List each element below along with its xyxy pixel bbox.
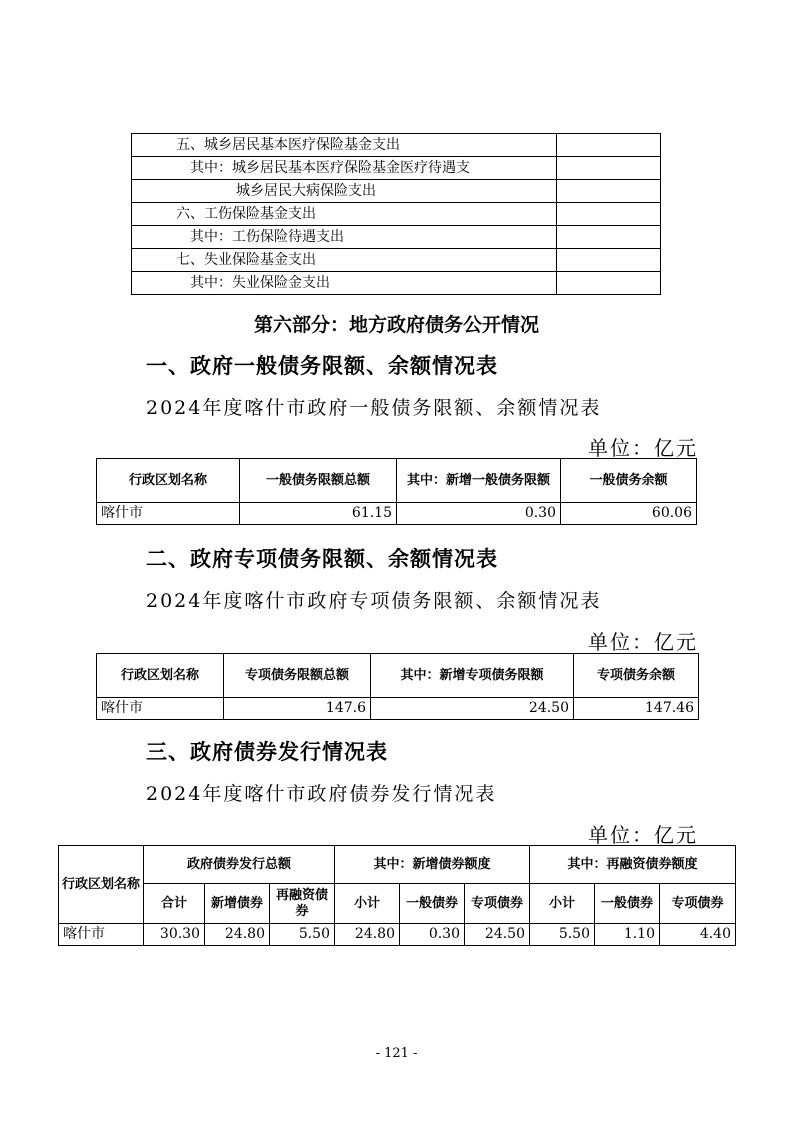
cell-value: 24.50 xyxy=(371,698,574,720)
row-label: 其中：工伤保险待遇支出 xyxy=(132,226,557,249)
section1-heading: 一、政府一般债务限额、余额情况表 xyxy=(146,354,498,378)
cell-value: 61.15 xyxy=(240,503,397,525)
header-cell: 其中：新增一般债务限额 xyxy=(397,459,561,503)
cell-value: 1.10 xyxy=(595,924,660,946)
table-row xyxy=(132,226,661,249)
cell-value: 0.30 xyxy=(400,924,465,946)
table-row xyxy=(97,698,699,720)
section1-subtitle: 2024年度喀什市政府一般债务限额、余额情况表 xyxy=(146,397,602,419)
cell-value: 24.80 xyxy=(335,924,400,946)
table-header-row xyxy=(97,459,697,503)
header-cell: 行政区划名称 xyxy=(59,846,144,924)
row-value xyxy=(557,134,661,157)
table-row xyxy=(132,157,661,180)
section1-unit: 单位：亿元 xyxy=(588,436,698,460)
row-label: 其中：失业保险金支出 xyxy=(132,272,557,295)
header-cell: 一般债务余额 xyxy=(561,459,697,503)
table-row xyxy=(132,249,661,272)
header-group: 其中：再融资债券额度 xyxy=(530,846,736,884)
row-value xyxy=(557,226,661,249)
section3-unit: 单位：亿元 xyxy=(588,823,698,847)
cell-value: 147.6 xyxy=(224,698,371,720)
section2-subtitle: 2024年度喀什市政府专项债务限额、余额情况表 xyxy=(146,590,602,612)
table-row xyxy=(132,203,661,226)
fund-expenditure-table xyxy=(131,133,661,295)
cell-region: 喀什市 xyxy=(97,503,240,525)
cell-value: 5.50 xyxy=(270,924,335,946)
row-value xyxy=(557,249,661,272)
row-label: 其中：城乡居民基本医疗保险基金医疗待遇支 xyxy=(132,157,557,180)
cell-value: 60.06 xyxy=(561,503,697,525)
section3-heading: 三、政府债券发行情况表 xyxy=(146,740,388,764)
section3-subtitle: 2024年度喀什市政府债券发行情况表 xyxy=(146,783,497,805)
row-label: 城乡居民大病保险支出 xyxy=(132,180,557,203)
subheader-cell: 小计 xyxy=(530,884,595,924)
table-header-row xyxy=(97,654,699,698)
subheader-cell: 合计 xyxy=(144,884,205,924)
table-row xyxy=(59,924,736,946)
cell-value: 147.46 xyxy=(574,698,699,720)
row-label: 六、工伤保险基金支出 xyxy=(132,203,557,226)
cell-value: 5.50 xyxy=(530,924,595,946)
row-value xyxy=(557,203,661,226)
header-cell: 一般债务限额总额 xyxy=(240,459,397,503)
bond-issuance-table xyxy=(58,845,736,946)
header-cell: 专项债务余额 xyxy=(574,654,699,698)
header-cell: 行政区划名称 xyxy=(97,459,240,503)
row-label: 五、城乡居民基本医疗保险基金支出 xyxy=(132,134,557,157)
table-row xyxy=(132,180,661,203)
cell-region: 喀什市 xyxy=(59,924,144,946)
special-debt-table xyxy=(96,653,699,720)
table-row xyxy=(97,503,697,525)
subheader-cell: 小计 xyxy=(335,884,400,924)
subheader-cell: 一般债券 xyxy=(595,884,660,924)
cell-region: 喀什市 xyxy=(97,698,224,720)
header-cell: 其中：新增专项债务限额 xyxy=(371,654,574,698)
general-debt-table xyxy=(96,458,697,525)
cell-value: 4.40 xyxy=(660,924,736,946)
row-value xyxy=(557,157,661,180)
cell-value: 24.80 xyxy=(205,924,270,946)
cell-value: 0.30 xyxy=(397,503,561,525)
subheader-cell: 新增债券 xyxy=(205,884,270,924)
row-value xyxy=(557,272,661,295)
header-group: 政府债券发行总额 xyxy=(144,846,335,884)
subheader-cell: 专项债券 xyxy=(660,884,736,924)
subheader-cell: 一般债券 xyxy=(400,884,465,924)
section2-heading: 二、政府专项债务限额、余额情况表 xyxy=(146,547,498,571)
header-cell: 专项债务限额总额 xyxy=(224,654,371,698)
cell-value: 30.30 xyxy=(144,924,205,946)
subheader-cell: 专项债券 xyxy=(465,884,530,924)
page-number: - 121 - xyxy=(375,1046,418,1061)
header-cell: 行政区划名称 xyxy=(97,654,224,698)
table-header-row xyxy=(59,846,736,884)
section2-unit: 单位：亿元 xyxy=(588,630,698,654)
table-subheader-row xyxy=(59,884,736,924)
row-value xyxy=(557,180,661,203)
table-row xyxy=(132,272,661,295)
part-title: 第六部分：地方政府债务公开情况 xyxy=(253,314,539,336)
row-label: 七、失业保险基金支出 xyxy=(132,249,557,272)
table-row xyxy=(132,134,661,157)
header-group: 其中：新增债券额度 xyxy=(335,846,530,884)
subheader-cell: 再融资债券 xyxy=(270,884,335,924)
cell-value: 24.50 xyxy=(465,924,530,946)
